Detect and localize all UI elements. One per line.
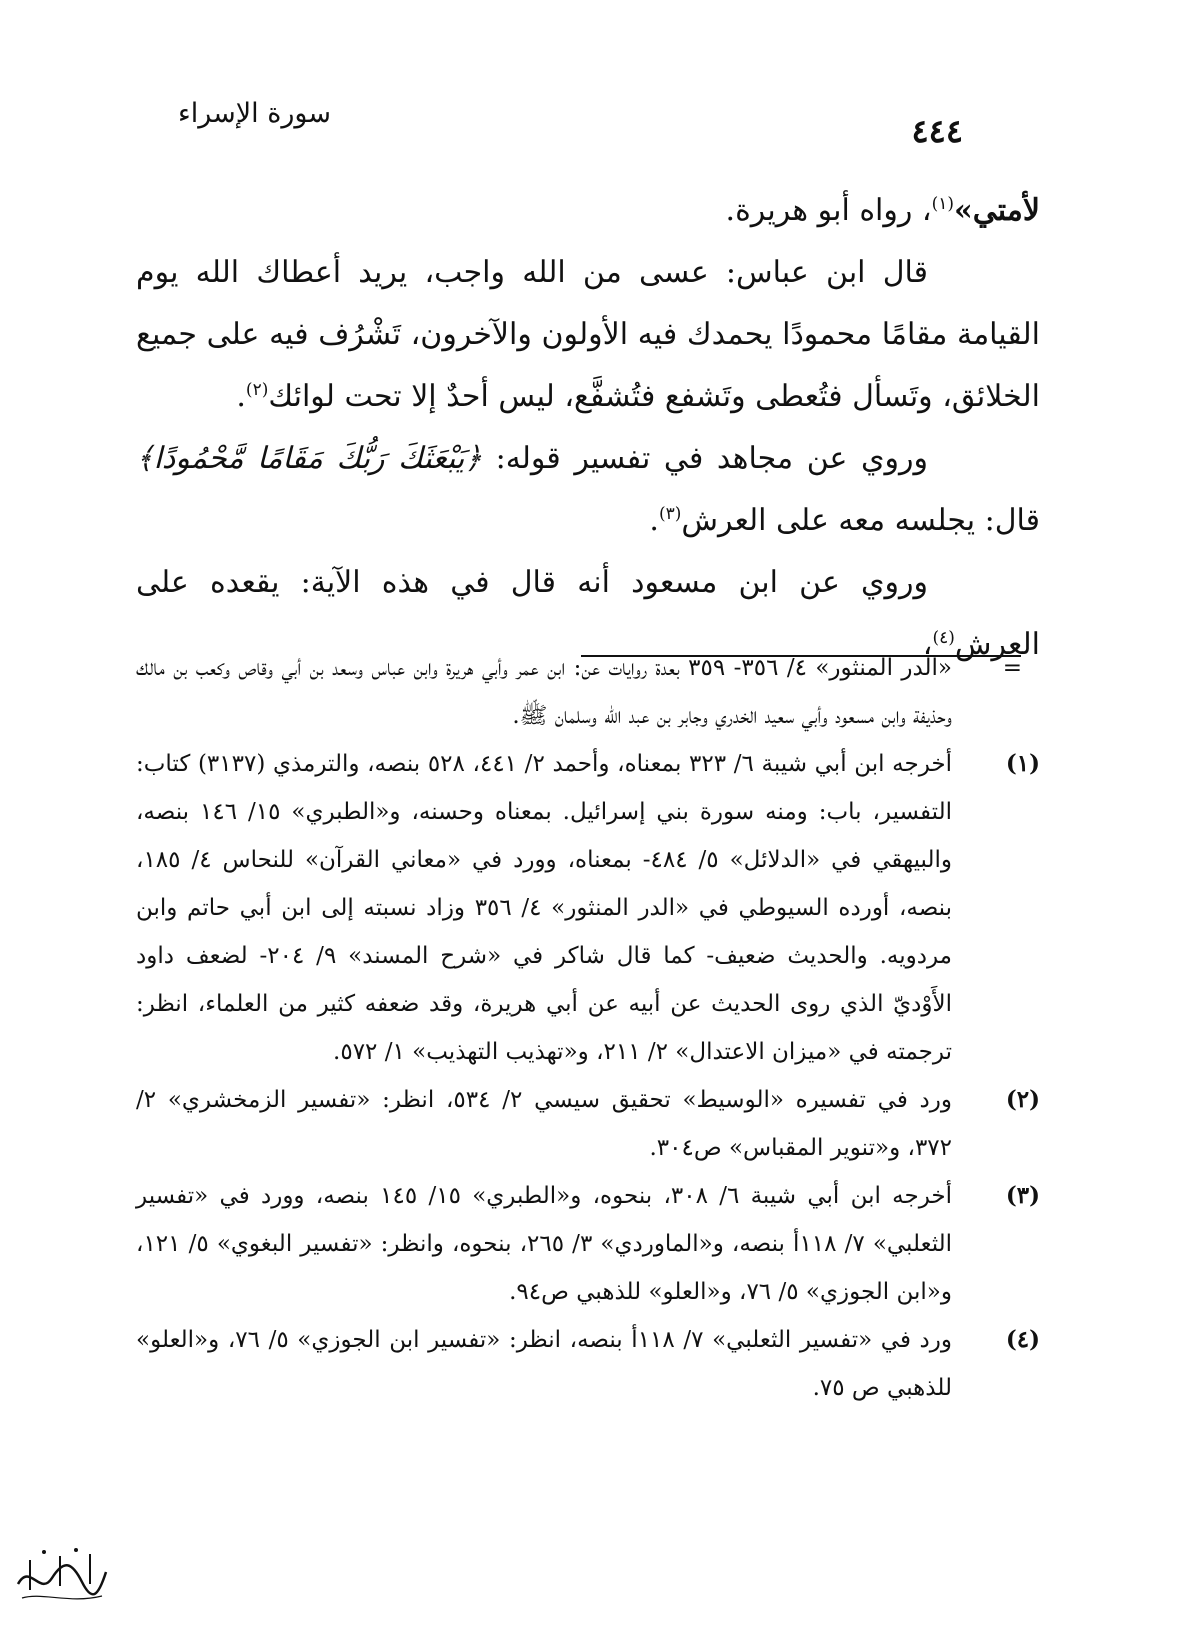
footnote-text: ورد في تفسيره «الوسيط» تحقيق سيسي ٢/ ٥٣٤، انظر: «تفسير الزمخشري» ٢/ ٣٧٢، و«تنوير المقباس» ص٣٠٤. bbox=[136, 1087, 953, 1161]
paragraph-3-end: . bbox=[649, 503, 659, 538]
paragraph-3 bbox=[136, 428, 1040, 552]
calligraphy-logo bbox=[10, 1542, 112, 1612]
footnote-4 bbox=[136, 1316, 1040, 1412]
footnote-3 bbox=[136, 1172, 1040, 1316]
paragraph-2-end: . bbox=[236, 379, 246, 414]
paragraph-4-end: ، bbox=[922, 627, 933, 662]
footnote-ref-2: (٢) bbox=[245, 380, 269, 400]
footnote-marker: (٤) bbox=[1005, 1326, 1040, 1353]
footnote-marker: (١) bbox=[1005, 750, 1040, 777]
footnote-text: ورد في «تفسير الثعلبي» ٧/ ١١٨أ بنصه، انظر: «تفسير ابن الجوزي» ٥/ ٧٦، و«العلو» للذهبي ص ٧٥. bbox=[136, 1327, 952, 1401]
footnote-ref-4: (٤) bbox=[932, 628, 955, 648]
footnote-2 bbox=[136, 1076, 1040, 1172]
paragraph-1-rest: ، رواه أبو هريرة. bbox=[725, 193, 932, 228]
paragraph-1-quote-end: لأمتي» bbox=[954, 193, 1040, 228]
footnote-text: «الدر المنثور» ٤/ ٣٥٦- ٣٥٩ بعدة روايات عن: ابن عمر وأبي هريرة وابن عباس وسعد بن أبي وقاص وكعب بن مالك وحذيفة وابن مسعود وأبي سعيد الخدري وجابر بن عبد الله وسلمان ﷺ. bbox=[136, 655, 952, 729]
paragraph-1 bbox=[136, 180, 1040, 242]
footnote-1 bbox=[136, 740, 1040, 1076]
footnote-ref-3: (٣) bbox=[658, 504, 682, 524]
footnote-text: أخرجه ابن أبي شيبة ٦/ ٣٢٣ بمعناه، وأحمد ٢/ ٤٤١، ٥٢٨ بنصه، والترمذي (٣١٣٧) كتاب: التفسير، باب: ومنه سورة بني إسرائيل. بمعناه وحسنه، و«الطبري» ١٥/ ١٤٦ بنصه، والبيهقي في «الدلائل» ٥/ ٤٨٤- بمعناه، وورد في «معاني القرآن» للنحاس ٤/ ١٨٥، بنصه، أورده السيوطي في «الدر المنثور» ٤/ ٣٥٦ وزاد نسبته إلى ابن أبي حاتم وابن مردويه. والحديث ضعيف- كما قال شاكر في «شرح المسند» ٩/ ٢٠٤- لضعف داود الأَوْديّ الذي روى الحديث عن أبيه عن أبي هريرة، وقد ضعفه كثير من العلماء، انظر: ترجمته في «ميزان الاعتدال» ٢/ ٢١١، و«تهذيب التهذيب» ١/ ٥٧٢. bbox=[136, 751, 953, 1065]
footnote-continuation bbox=[136, 644, 1040, 740]
footnote-marker: (٣) bbox=[1005, 1182, 1040, 1209]
footnote-marker: = bbox=[1002, 655, 1022, 681]
footnotes bbox=[136, 644, 1040, 1412]
footnote-ref-1: (١) bbox=[931, 194, 954, 214]
paragraph-4-text: وروي عن ابن مسعود أنه قال في هذه الآية: يقعده على العرش bbox=[136, 565, 1040, 662]
page-number: ٤٤٤ bbox=[911, 112, 963, 150]
paragraph-3-start: وروي عن مجاهد في تفسير قوله: bbox=[481, 441, 929, 476]
quran-verse: ﴿يَبْعَثَكَ رَبُّكَ مَقَامًا مَّحْمُودًا﴾ bbox=[136, 441, 482, 476]
paragraph-3-mid: قال: يجلسه معه على العرش bbox=[681, 503, 1040, 538]
surah-title: سورة الإسراء bbox=[178, 98, 331, 129]
paragraph-2 bbox=[136, 242, 1040, 428]
main-text bbox=[136, 180, 1040, 676]
footnote-text: أخرجه ابن أبي شيبة ٦/ ٣٠٨، بنحوه، و«الطبري» ١٥/ ١٤٥ بنصه، وورد في «تفسير الثعلبي» ٧/ ١١٨أ بنصه، و«الماوردي» ٣/ ٢٦٥، بنحوه، وانظر: «تفسير البغوي» ٥/ ١٢١، و«ابن الجوزي» ٥/ ٧٦، و«العلو» للذهبي ص٩٤. bbox=[136, 1183, 953, 1305]
paragraph-2-text: قال ابن عباس: عسى من الله واجب، يريد أعطاك الله يوم القيامة مقامًا محمودًا يحمدك فيه الأولون والآخرون، تَشْرُف فيه على جميع الخلائق، وتَسأل فتُعطى وتَشفع فتُشفَّع، ليس أحدٌ إلا تحت لوائك bbox=[136, 255, 1040, 414]
footnote-marker: (٢) bbox=[1005, 1086, 1040, 1113]
